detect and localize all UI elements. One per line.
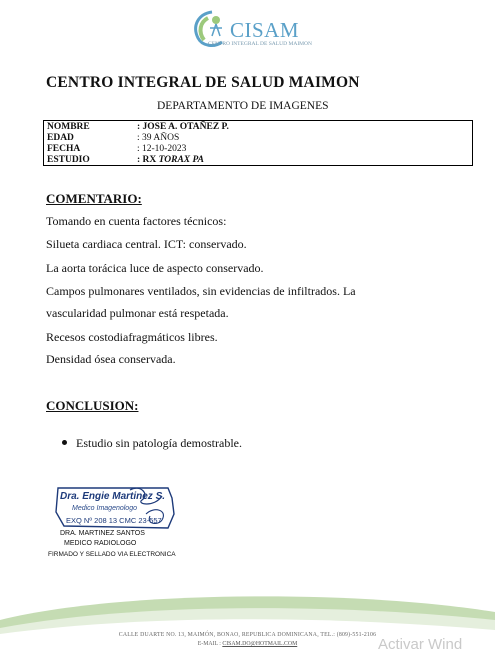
conclusion-heading: CONCLUSION: <box>46 398 139 413</box>
stamp-name: Dra. Engie Martinez S. <box>60 491 166 502</box>
comment-line: Recesos costodiafragmáticos libres. <box>46 330 218 344</box>
comment-line: La aorta torácica luce de aspecto conservado. <box>46 261 264 275</box>
conclusion-item <box>62 436 242 451</box>
study-prefix: : RX <box>137 155 159 165</box>
footer-address: CALLE DUARTE NO. 13, MAIMÓN, BONAO, REPUBLICA DOMINICANA, TEL.: (809)-551-2106 <box>118 632 377 638</box>
stamp-title: Medico Imagenologo <box>72 505 137 512</box>
department-title: DEPARTAMENTO DE IMAGENES <box>157 100 329 112</box>
info-value: : 39 AÑOS <box>137 133 180 143</box>
logo-tagline: CENTRO INTEGRAL DE SALUD MAIMON <box>208 41 312 47</box>
stamp-exequatur: EXQ Nº 208 13 CMC 23-557 <box>66 516 162 525</box>
comment-line: Tomando en cuenta factores técnicos: <box>46 214 227 228</box>
info-label: EDAD <box>47 133 74 143</box>
info-value: : JOSE A. OTAÑEZ P. <box>137 122 229 132</box>
activation-watermark: Activar Wind <box>378 636 463 653</box>
info-value: : 12-10-2023 <box>137 144 187 154</box>
comment-line: Campos pulmonares ventilados, sin evidencias de infiltrados. La <box>46 284 356 298</box>
page-title: CENTRO INTEGRAL DE SALUD MAIMON <box>46 74 360 91</box>
info-value <box>137 155 204 166</box>
bullet-icon <box>62 440 67 445</box>
info-label: ESTUDIO <box>47 155 90 165</box>
comment-line: vascularidad pulmonar está respetada. <box>46 306 229 320</box>
info-label: FECHA <box>47 144 81 154</box>
study-name: TORAX PA <box>158 155 204 165</box>
doctor-role: MEDICO RADIOLOGO <box>64 540 137 547</box>
cisam-logo <box>186 8 316 52</box>
email-label: E-MAIL : <box>197 641 223 647</box>
comment-heading: COMENTARIO: <box>46 191 142 206</box>
info-label: NOMBRE <box>47 122 90 132</box>
comment-line: Silueta cardiaca central. ICT: conservado. <box>46 237 247 251</box>
logo-brand-text: CISAM <box>230 18 300 42</box>
conclusion-text: Estudio sin patología demostrable. <box>76 436 242 450</box>
doctor-name: DRA. MARTINEZ SANTOS <box>60 530 145 537</box>
email-link[interactable]: CISAM.DO@HOTMAIL.COM <box>222 641 298 647</box>
patient-info-box <box>43 120 473 166</box>
comment-line: Densidad ósea conservada. <box>46 352 176 366</box>
signed-note: FIRMADO Y SELLADO VIA ELECTRONICA <box>48 551 176 558</box>
